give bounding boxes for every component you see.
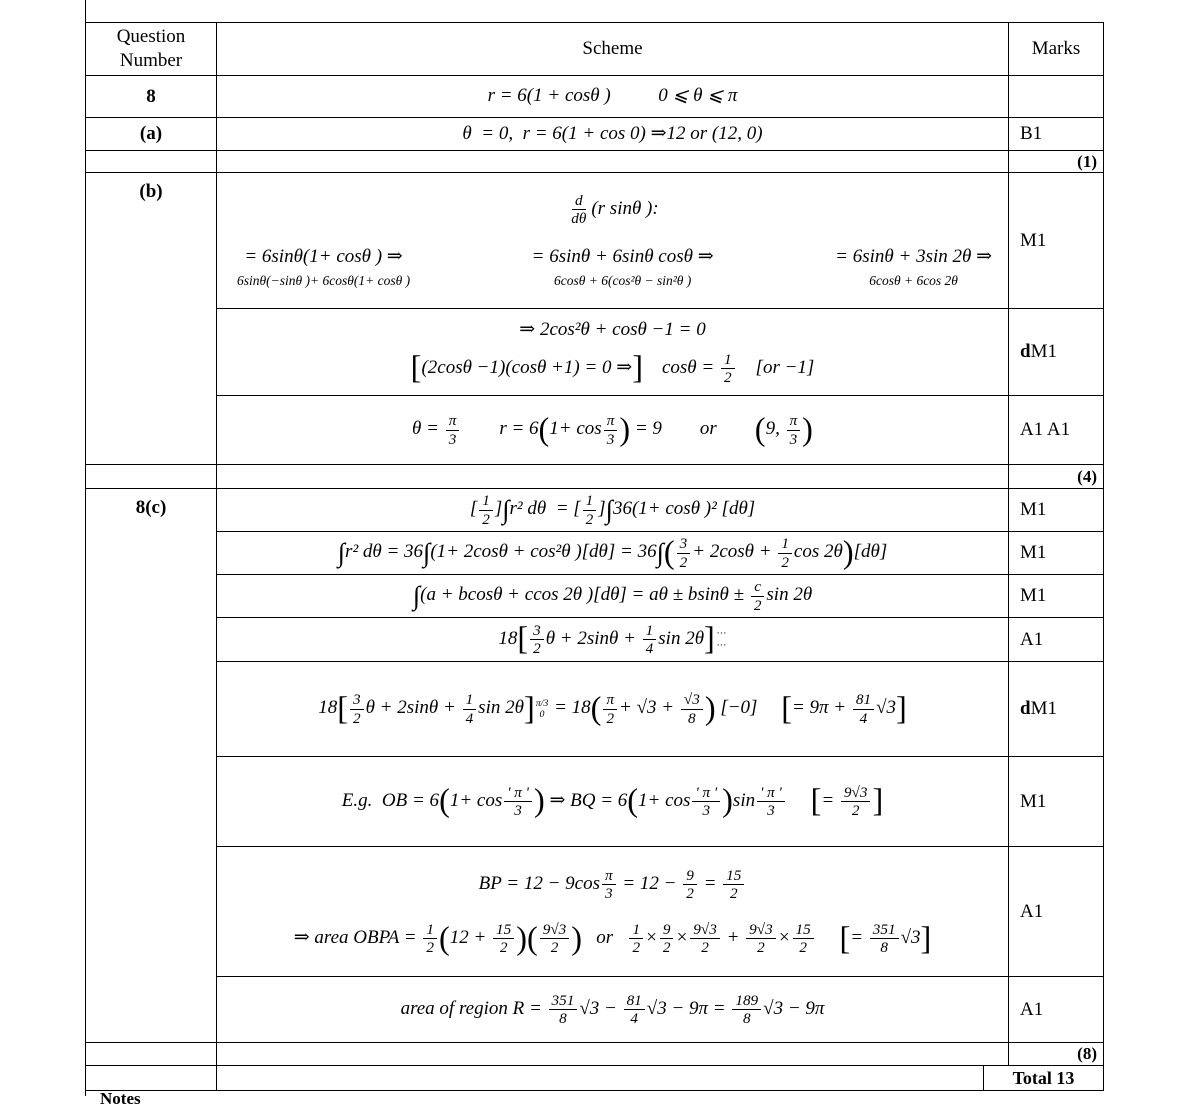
row-part-b — [86, 173, 1103, 465]
math-line-derivative-head: $\frac{d}{d\theta}$ (r sinθ ): — [571, 191, 659, 227]
math-line: E.g. OB = 6(1+ cos $\frac{' \pi '}{3}$ ) ⇒ BQ = 6(1+ cos $\frac{' \pi '}{3}$ )sin $\frac{' \pi '}{3}$ [= $\frac{9√3}{2}$ ] — [341, 782, 884, 819]
math-line: area of region R = $\frac{351}{8}$ √3 − $\frac{81}{4}$ √3 − 9π = $\frac{189}{8}$ √3 − 9π — [400, 991, 825, 1027]
math-line: ⇒ 2cos²θ + cosθ −1 = 0 — [519, 318, 706, 340]
part-c-step-5 — [217, 662, 1103, 757]
marks-cell-c3 — [1009, 575, 1102, 617]
part-c-step-6 — [217, 757, 1103, 847]
mark-scheme-table — [85, 22, 1104, 1091]
marks-cell-c4 — [1009, 618, 1102, 661]
empty-cell — [86, 465, 217, 488]
row-subtotal-a — [86, 151, 1103, 173]
total-marks: Total 13 — [1012, 1067, 1075, 1088]
question-number-a: (a) — [86, 118, 217, 150]
part-c-step-1 — [217, 489, 1103, 532]
math-line-small: 6cosθ + 6cos 2θ — [869, 272, 958, 288]
mark-label: M1 — [1020, 499, 1047, 520]
math-line: 18[ $\frac{3}{2}$ θ + 2sinθ + $\frac{1}{4}$ sin 2θ] ⋯ ⋯ — [498, 620, 726, 657]
empty-cell — [217, 465, 1009, 488]
mark-label: A1 — [1020, 900, 1044, 922]
marks-cell-c6 — [1009, 757, 1102, 846]
mark-label: A1 — [1020, 998, 1044, 1020]
part-c-step-7 — [217, 847, 1103, 977]
subtotal-marks-b: (4) — [1077, 466, 1097, 486]
part-b-step-3 — [217, 396, 1103, 464]
marks-cell-q8 — [1009, 76, 1103, 117]
math-line: [ $\frac{1}{2}$ ]∫r² dθ = [ $\frac{1}{2}$ ]∫36(1+ cosθ )² [dθ] — [469, 492, 756, 528]
empty-cell — [86, 1043, 217, 1065]
mark-label: M1 — [1020, 585, 1047, 606]
empty-cell — [217, 151, 1009, 172]
marks-cell-c7 — [1009, 847, 1102, 976]
math-line: = 6sinθ(1+ cosθ ) ⇒ — [244, 246, 403, 268]
mark-label: M1 — [1020, 229, 1047, 251]
marks-cell-b1 — [1009, 173, 1102, 308]
row-subtotal-b — [86, 465, 1103, 489]
row-subtotal-c — [86, 1043, 1103, 1066]
alternative-3 — [835, 245, 992, 289]
math-line: [(2cosθ −1)(cosθ +1) = 0 ⇒] cosθ = $\frac{1}{2}$ [or −1] — [410, 349, 815, 387]
derivative-alternatives — [217, 245, 1008, 289]
part-c-scheme-group — [217, 489, 1103, 1042]
math-line: 18[ $\frac{3}{2}$ θ + 2sinθ + $\frac{1}{4}$ sin 2θ] π/3 0 = 18( $\frac{\pi}{2}$ + √3 + $\frac{√3}{8}$ ) [−0] [= 9π + $\frac{81}{4}$ √3] — [318, 689, 907, 727]
math-line: ⇒ area OBPA = $\frac{1}{2}$ (12 + $\frac{15}{2}$ )( $\frac{9√3}{2}$ ) or $\frac{1}{2}$ × $\frac{9}{2}$ × $\frac{9√3}{2}$ + $\frac{9√3}{2}$ × $\frac{15}{2}$ [= $\frac{351}{8}$ √3] — [293, 919, 932, 957]
row-part-c — [86, 489, 1103, 1043]
part-c-step-2 — [217, 532, 1103, 575]
mark-label: M1 — [1020, 790, 1047, 812]
part-b-scheme-group — [217, 173, 1103, 464]
part-c-step-3 — [217, 575, 1103, 618]
alternative-1 — [237, 245, 410, 289]
empty-cell — [86, 1066, 217, 1090]
math-line: = 6sinθ + 3sin 2θ ⇒ — [835, 246, 992, 268]
subtotal-marks-c: (8) — [1077, 1044, 1097, 1063]
row-total — [86, 1066, 1103, 1090]
mark-label: A1 — [1020, 628, 1044, 650]
scheme-line-a: θ = 0, r = 6(1 + cos 0) ⇒12 or (12, 0) — [462, 122, 763, 144]
mark-label: dM1 — [1020, 698, 1057, 719]
mark-label: M1 — [1020, 542, 1047, 563]
header-row — [86, 23, 1103, 76]
mark-label: A1 A1 — [1020, 419, 1071, 440]
marks-cell-b2 — [1009, 309, 1102, 395]
math-line: BP = 12 − 9cos $\frac{\pi}{3}$ = 12 − $\frac{9}{2}$ = $\frac{15}{2}$ — [479, 867, 747, 902]
part-c-step-4 — [217, 618, 1103, 662]
math-line: θ = $\frac{\pi}{3}$ r = 6(1+ cos $\frac{\pi}{3}$ ) = 9 or (9, $\frac{\pi}{3}$ ) — [412, 410, 813, 448]
row-question-8 — [86, 76, 1103, 118]
row-part-a — [86, 118, 1103, 151]
header-question-number: Question Number — [86, 23, 217, 75]
question-number-b: (b) — [86, 173, 217, 464]
part-b-step-2 — [217, 309, 1103, 396]
math-line: = 6sinθ + 6sinθ cosθ ⇒ — [531, 246, 714, 268]
marks-cell-c8 — [1009, 977, 1102, 1042]
empty-cell — [86, 151, 217, 172]
empty-cell — [217, 1066, 984, 1090]
part-c-step-8 — [217, 977, 1103, 1042]
subtotal-marks-a: (1) — [1077, 151, 1097, 171]
question-number-c: 8(c) — [86, 489, 217, 1042]
mark-label: B1 — [1020, 123, 1043, 144]
header-marks: Marks — [1031, 38, 1081, 60]
scheme-line-q8: r = 6(1 + cosθ ) 0 ⩽ θ ⩽ π — [487, 85, 738, 107]
part-b-step-1 — [217, 173, 1103, 309]
header-scheme: Scheme — [217, 23, 1009, 75]
marks-cell-c5 — [1009, 662, 1102, 756]
math-line-small: 6sinθ(−sinθ )+ 6cosθ(1+ cosθ ) — [237, 272, 411, 288]
math-line-small: 6cosθ + 6(cos²θ − sin²θ ) — [553, 272, 692, 288]
mark-label: dM1 — [1020, 341, 1057, 362]
notes-heading-cut: Notes — [100, 1089, 141, 1108]
marks-cell-c2 — [1009, 532, 1102, 574]
math-line: ∫(a + bcosθ + ccos 2θ )[dθ] = aθ ± bsinθ ± $\frac{c}{2}$ sin 2θ — [412, 578, 813, 614]
question-number-8: 8 — [86, 76, 217, 117]
marks-cell-b3 — [1009, 396, 1102, 464]
marks-cell-c1 — [1009, 489, 1102, 531]
empty-cell — [217, 1043, 1009, 1065]
marks-cell-a — [1009, 118, 1103, 150]
alternative-2 — [532, 245, 714, 289]
math-line: ∫r² dθ = 36∫(1+ 2cosθ + cos²θ )[dθ] = 36∫( $\frac{3}{2}$ + 2cosθ + $\frac{1}{2}$ cos 2θ)[dθ] — [337, 533, 888, 571]
